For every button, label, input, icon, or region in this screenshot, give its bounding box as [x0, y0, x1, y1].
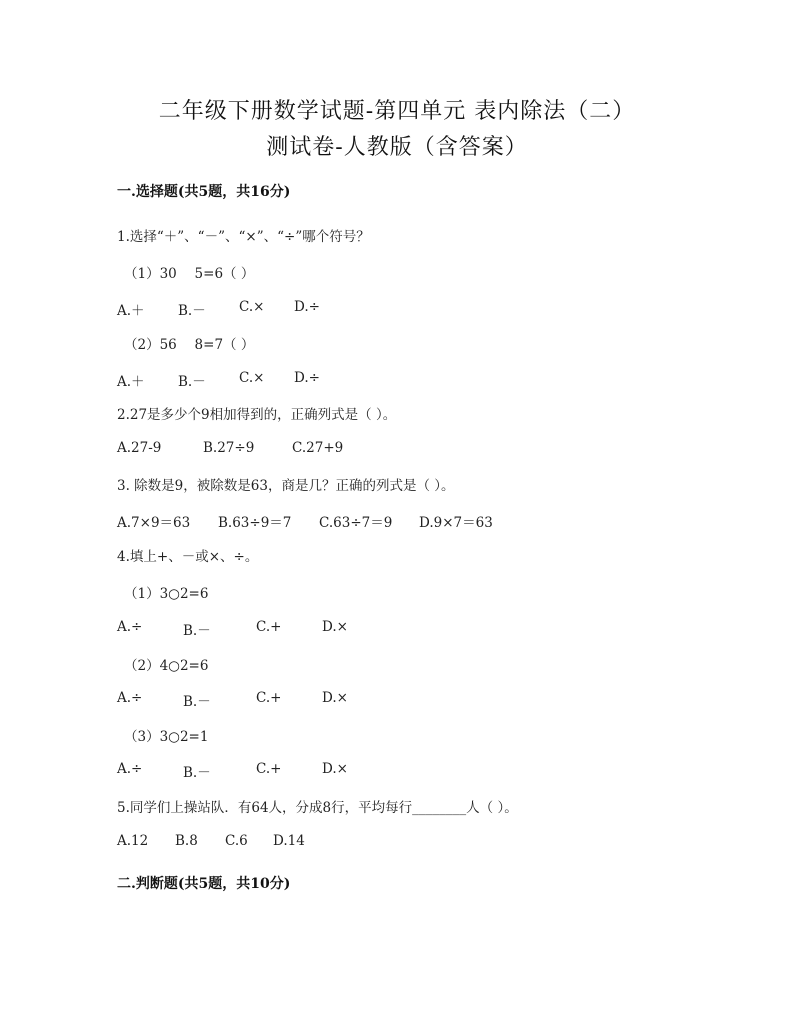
q1-sub1-option-c[interactable]: C.×	[239, 299, 265, 315]
q1-sub1-option-a[interactable]: A.＋	[117, 303, 145, 319]
q4-sub2-option-b[interactable]: B.－	[183, 694, 211, 710]
question-4-stem: 4.填上+、－或×、÷。	[117, 549, 259, 565]
q1-sub1-option-d[interactable]: D.÷	[294, 299, 320, 315]
q1-sub2-option-d[interactable]: D.÷	[294, 370, 320, 386]
title-line-2: 测试卷-人教版（含答案）	[266, 135, 528, 160]
question-3-stem: 3. 除数是9，被除数是63，商是几？正确的列式是（ ）。	[117, 478, 455, 494]
q4-sub1-option-b[interactable]: B.－	[183, 623, 211, 639]
q1-sub2-option-a[interactable]: A.＋	[117, 374, 145, 390]
q3-option-c[interactable]: C.63÷7＝9	[319, 515, 393, 531]
q2-option-c[interactable]: C.27+9	[292, 440, 344, 456]
q5-option-b[interactable]: B.8	[175, 833, 198, 849]
section-heading-choice: 一.选择题(共5题，共16分)	[117, 184, 291, 200]
question-1-sub-1: （1）30 5=6（ ）	[124, 266, 255, 282]
question-4-sub-1: （1）3○2=6	[124, 586, 209, 602]
q4-sub1-option-a[interactable]: A.÷	[117, 619, 143, 635]
q3-option-d[interactable]: D.9×7＝63	[419, 515, 493, 531]
question-5-stem: 5.同学们上操站队．有64人，分成8行，平均每行________人（ ）。	[117, 800, 518, 816]
q5-option-c[interactable]: C.6	[225, 833, 248, 849]
question-1-stem: 1.选择“＋”、“－”、“×”、“÷”哪个符号？	[117, 229, 370, 245]
q5-option-a[interactable]: A.12	[117, 833, 149, 849]
question-1-sub-2: （2）56 8=7（ ）	[124, 337, 255, 353]
q4-sub2-option-c[interactable]: C.+	[256, 690, 282, 706]
question-4-sub-2: （2）4○2=6	[124, 658, 209, 674]
q4-sub3-option-c[interactable]: C.+	[256, 761, 282, 777]
q3-option-b[interactable]: B.63÷9＝7	[218, 515, 292, 531]
q4-sub3-option-a[interactable]: A.÷	[117, 761, 143, 777]
q4-sub2-option-a[interactable]: A.÷	[117, 690, 143, 706]
q5-option-d[interactable]: D.14	[273, 833, 305, 849]
q2-option-a[interactable]: A.27-9	[117, 440, 162, 456]
q4-sub3-option-d[interactable]: D.×	[322, 761, 348, 777]
q3-option-a[interactable]: A.7×9＝63	[117, 515, 191, 531]
q4-sub1-option-d[interactable]: D.×	[322, 619, 348, 635]
q2-option-b[interactable]: B.27÷9	[203, 440, 255, 456]
section-heading-judgement: 二.判断题(共5题，共10分)	[117, 876, 291, 892]
q4-sub2-option-d[interactable]: D.×	[322, 690, 348, 706]
q4-sub3-option-b[interactable]: B.－	[183, 765, 211, 781]
question-4-sub-3: （3）3○2=1	[124, 729, 209, 745]
q1-sub2-option-c[interactable]: C.×	[239, 370, 265, 386]
q4-sub1-option-c[interactable]: C.+	[256, 619, 282, 635]
question-2-stem: 2.27是多少个9相加得到的，正确列式是（ ）。	[117, 407, 397, 423]
title-line-1: 二年级下册数学试题-第四单元 表内除法（二）	[158, 99, 636, 124]
q1-sub2-option-b[interactable]: B.－	[178, 374, 206, 390]
q1-sub1-option-b[interactable]: B.－	[178, 303, 206, 319]
